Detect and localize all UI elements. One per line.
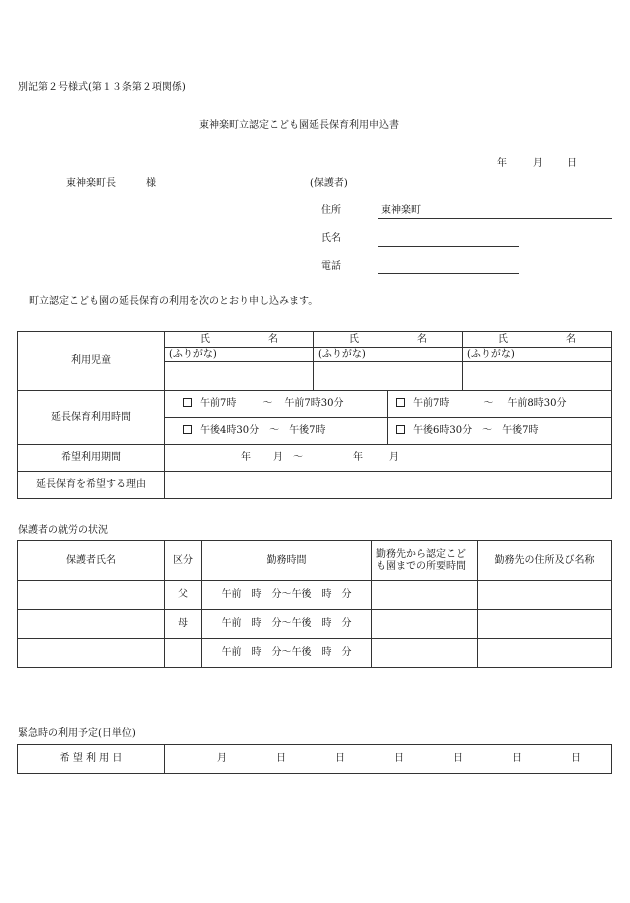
- guardian-label: (保護者): [310, 178, 348, 189]
- child-3-name-field[interactable]: [463, 362, 612, 391]
- emergency-section-title: 緊急時の利用予定(日単位): [18, 728, 136, 739]
- category-cell: 母: [165, 610, 202, 639]
- employment-section-title: 保護者の就労の状況: [18, 525, 108, 536]
- intro-text: 町立認定こども園の延長保育の利用を次のとおり申し込みます。: [29, 296, 319, 307]
- child-1-furigana[interactable]: (ふりがな): [165, 348, 314, 362]
- name-header-surname: 氏: [349, 333, 359, 345]
- header-guardian-name: 保護者氏名: [18, 541, 165, 581]
- header-workplace: 勤務先の住所及び名称: [478, 541, 612, 581]
- phone-label: 電話: [321, 261, 341, 272]
- emergency-row-label: 希 望 利 用 日: [18, 745, 165, 774]
- work-hours-field[interactable]: 午前 時 分〜午後 時 分: [202, 639, 372, 668]
- child-3-furigana[interactable]: (ふりがな): [463, 348, 612, 362]
- guardian-name-field[interactable]: [18, 610, 165, 639]
- name-header-given: 名: [566, 333, 576, 345]
- work-hours-field[interactable]: 午前 時 分〜午後 時 分: [202, 610, 372, 639]
- category-cell: 父: [165, 581, 202, 610]
- checkbox-icon[interactable]: [396, 425, 405, 434]
- name-header-given: 名: [417, 333, 427, 345]
- period-end-year: 年: [353, 452, 363, 463]
- guardian-name-field[interactable]: [18, 581, 165, 610]
- period-row-label: 希望利用期間: [18, 445, 165, 472]
- emergency-dates-field[interactable]: [165, 745, 612, 774]
- table-row: [18, 610, 612, 639]
- address-value[interactable]: 東神楽町: [381, 205, 421, 216]
- name-header-surname: 氏: [498, 333, 508, 345]
- reason-row-label: 延長保育を希望する理由: [18, 472, 165, 499]
- emergency-day-4: 日: [453, 753, 463, 764]
- emergency-month: 月: [217, 753, 227, 764]
- commute-field[interactable]: [372, 581, 478, 610]
- workplace-field[interactable]: [478, 639, 612, 668]
- phone-underline[interactable]: [378, 273, 519, 274]
- address-underline: [378, 218, 612, 219]
- hours-option-4[interactable]: 午後6時30分 〜 午後7時: [388, 418, 612, 445]
- date-year-label: 年: [497, 158, 507, 169]
- reason-field[interactable]: [165, 472, 612, 499]
- child-1-name-header: [165, 332, 314, 348]
- table-row: [18, 639, 612, 668]
- name-underline[interactable]: [378, 246, 519, 247]
- header-work-hours: 勤務時間: [202, 541, 372, 581]
- commute-field[interactable]: [372, 639, 478, 668]
- workplace-field[interactable]: [478, 610, 612, 639]
- address-label: 住所: [321, 205, 341, 216]
- emergency-day-5: 日: [512, 753, 522, 764]
- header-commute-time: 勤務先から認定こども園までの所要時間: [372, 541, 478, 581]
- checkbox-icon[interactable]: [183, 398, 192, 407]
- child-2-name-header: [314, 332, 463, 348]
- application-table: [17, 331, 612, 499]
- period-start-year: 年: [241, 452, 251, 463]
- emergency-day-1: 日: [276, 753, 286, 764]
- period-field[interactable]: [165, 445, 612, 472]
- name-label: 氏名: [321, 233, 341, 244]
- honorific: 様: [146, 178, 156, 189]
- date-day-label: 日: [567, 158, 577, 169]
- table-row: [18, 581, 612, 610]
- category-cell[interactable]: [165, 639, 202, 668]
- hours-option-3[interactable]: 午後4時30分 〜 午後7時: [165, 418, 388, 445]
- employment-table: [17, 540, 612, 668]
- work-hours-field[interactable]: 午前 時 分〜午後 時 分: [202, 581, 372, 610]
- child-2-furigana[interactable]: (ふりがな): [314, 348, 463, 362]
- checkbox-icon[interactable]: [396, 398, 405, 407]
- checkbox-icon[interactable]: [183, 425, 192, 434]
- emergency-table: [17, 744, 612, 774]
- child-1-name-field[interactable]: [165, 362, 314, 391]
- workplace-field[interactable]: [478, 581, 612, 610]
- emergency-day-6: 日: [571, 753, 581, 764]
- period-tilde: 〜: [293, 452, 303, 463]
- hours-row-label: 延長保育利用時間: [18, 391, 165, 445]
- date-month-label: 月: [533, 158, 543, 169]
- child-3-name-header: [463, 332, 612, 348]
- form-title: 東神楽町立認定こども園延長保育利用申込書: [199, 120, 399, 131]
- emergency-day-2: 日: [335, 753, 345, 764]
- name-header-given: 名: [268, 333, 278, 345]
- period-end-month: 月: [389, 452, 399, 463]
- hours-option-2[interactable]: 午前7時 〜 午前8時30分: [388, 391, 612, 418]
- form-reference: 別記第２号様式(第１３条第２項関係): [18, 82, 186, 93]
- commute-field[interactable]: [372, 610, 478, 639]
- header-category: 区分: [165, 541, 202, 581]
- guardian-name-field[interactable]: [18, 639, 165, 668]
- period-start-month: 月: [273, 452, 283, 463]
- child-2-name-field[interactable]: [314, 362, 463, 391]
- hours-option-1[interactable]: 午前7時 〜 午前7時30分: [165, 391, 388, 418]
- name-header-surname: 氏: [200, 333, 210, 345]
- children-row-label: 利用児童: [18, 332, 165, 391]
- emergency-day-3: 日: [394, 753, 404, 764]
- addressee: 東神楽町長: [66, 178, 116, 189]
